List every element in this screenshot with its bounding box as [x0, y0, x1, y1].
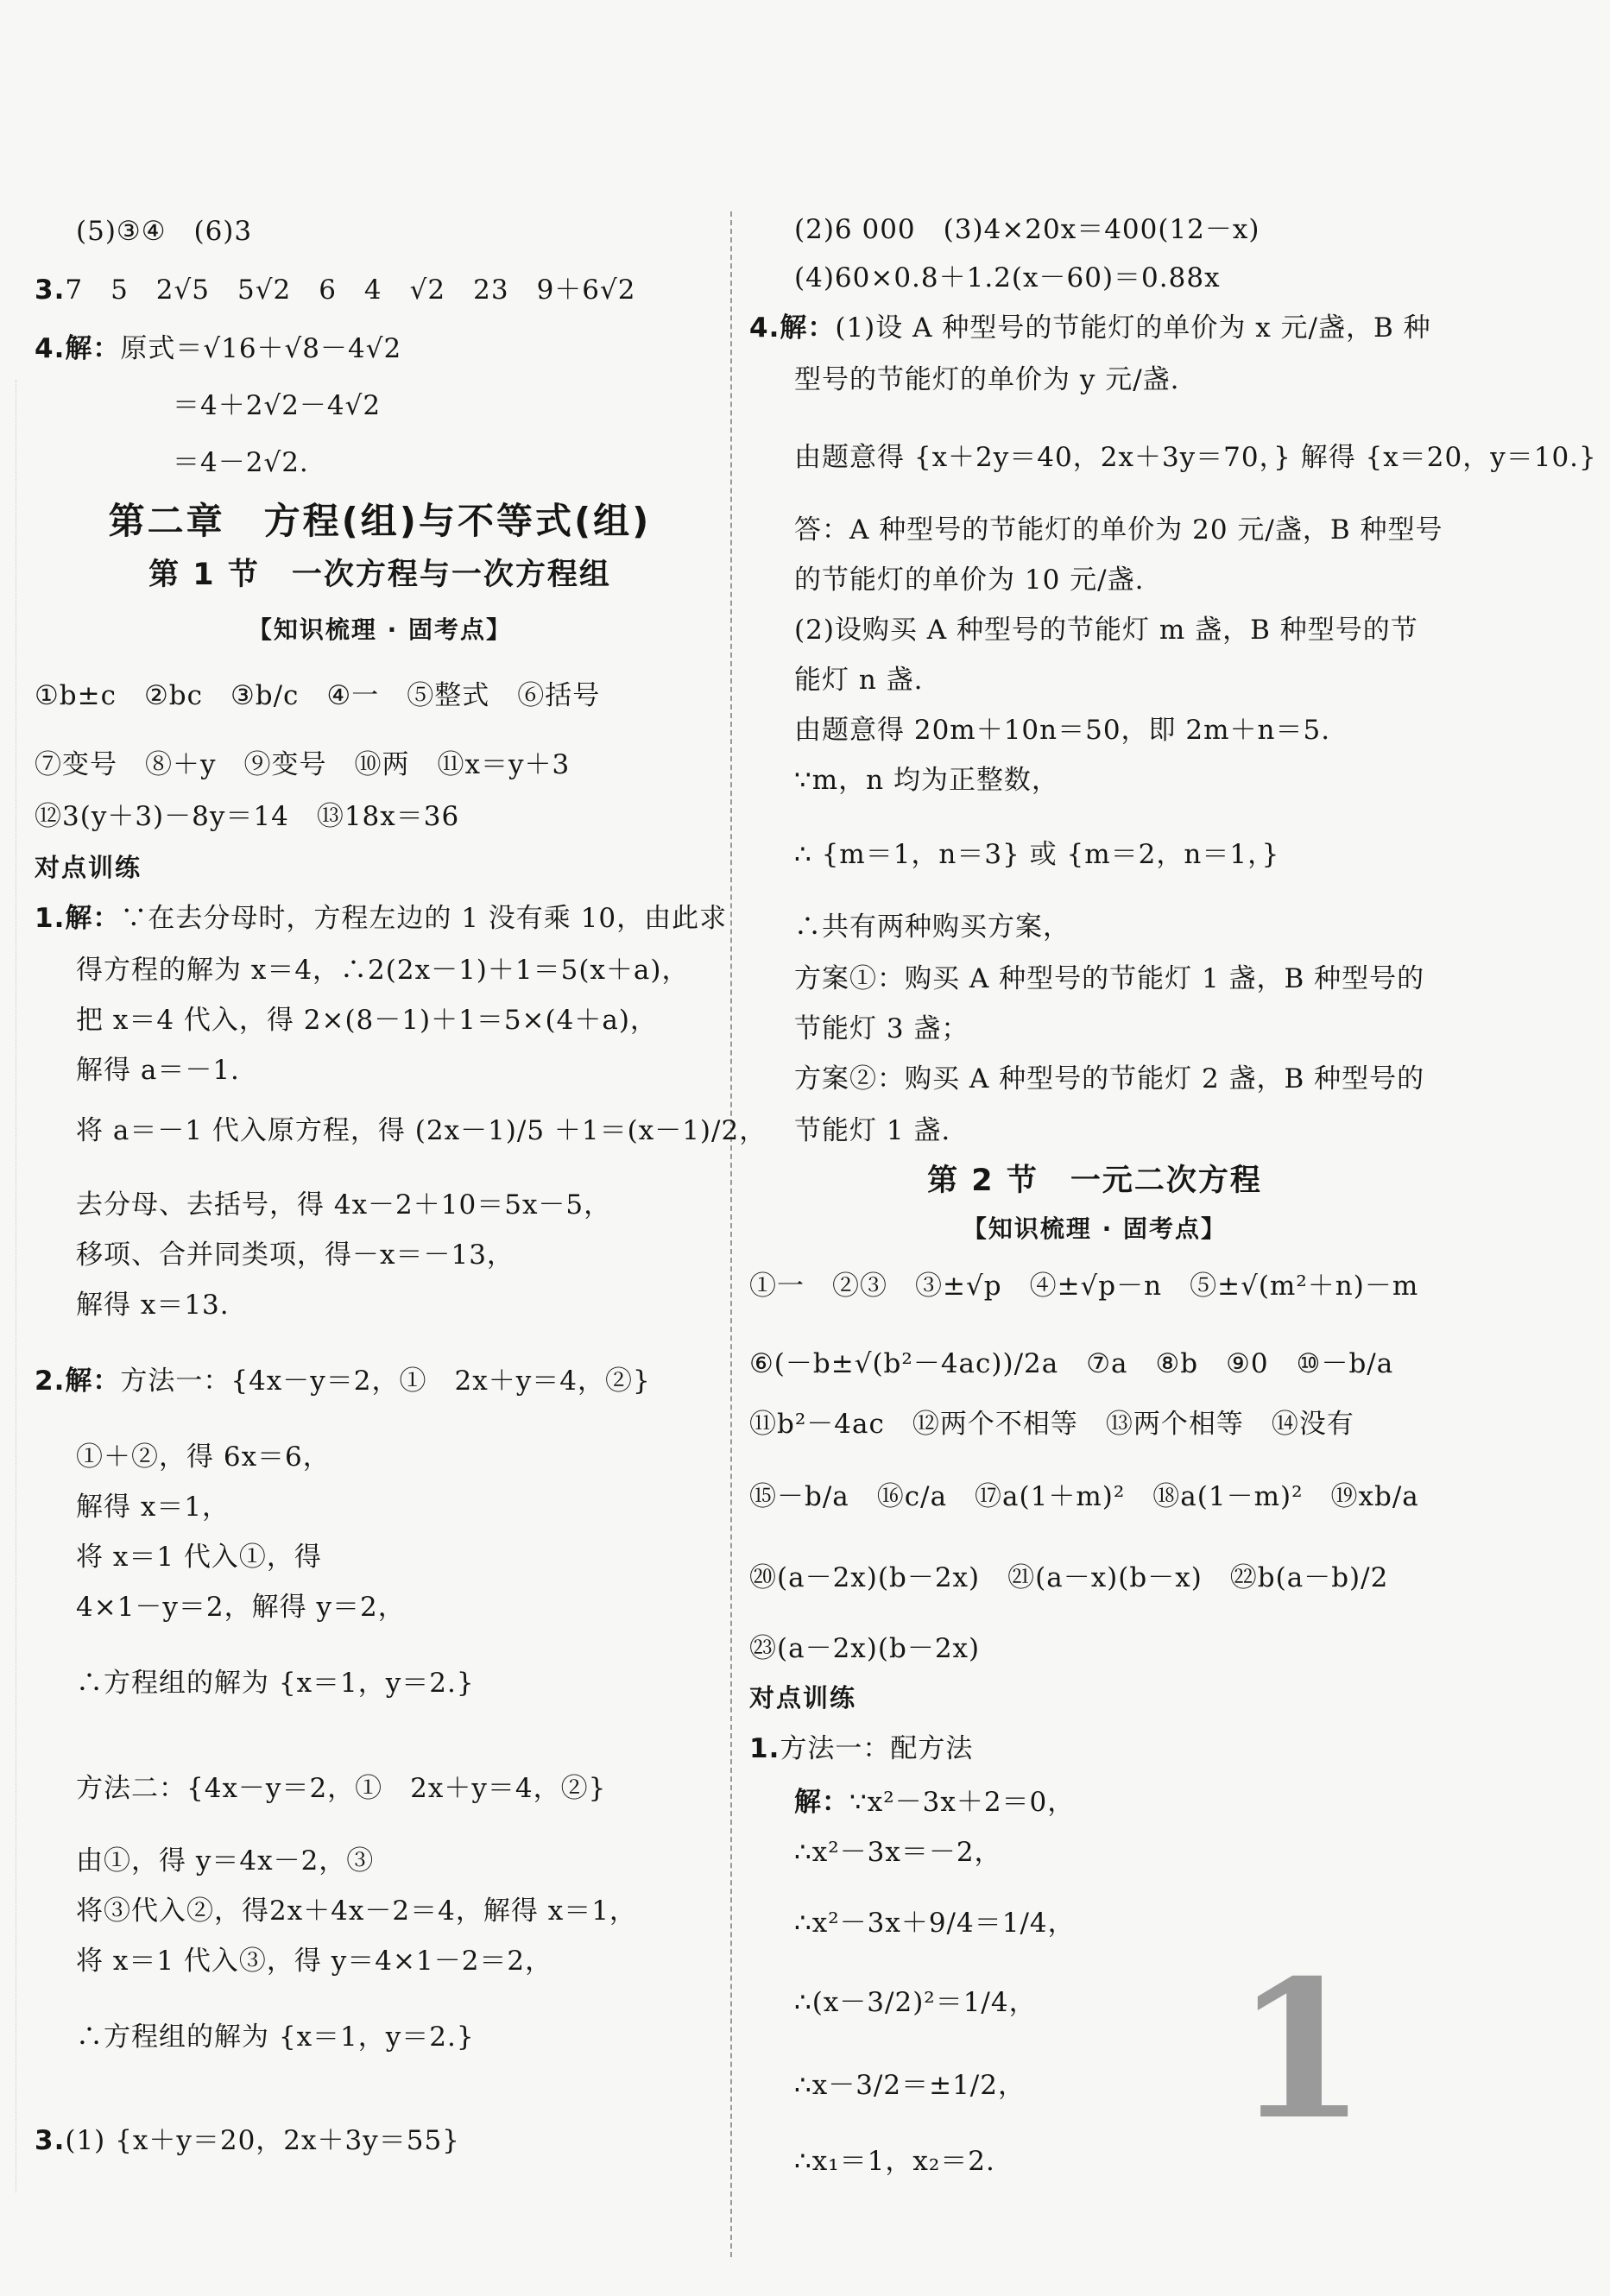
answer-line: 由题意得 {x＋2y＝40，2x＋3y＝70，} 解得 {x＝20，y＝10.}: [794, 442, 1597, 473]
answer-line-q2: [35, 1364, 651, 1398]
answer-line: 型号的节能灯的单价为 y 元/盏.: [794, 364, 1180, 395]
answer-line-q3-part1: [35, 2123, 460, 2158]
answer-line-q4: [749, 311, 1431, 345]
answer-line: 解得 x＝1，: [76, 1492, 230, 1523]
answer-line: ∴x²－3x＝－2，: [794, 1837, 1002, 1868]
answer-line: 将 a＝－1 代入原方程，得 (2x－1)/5 ＋1＝(x－1)/2，: [76, 1115, 767, 1146]
solve-label: 解：: [65, 333, 121, 364]
question-number: 4.: [35, 333, 66, 364]
answer-line: ①＋②，得 6x＝6，: [76, 1441, 331, 1473]
answer-line: 把 x＝4 代入，得 2×(8－1)＋1＝5×(4＋a)，: [76, 1005, 658, 1036]
question-number: 3.: [35, 2125, 66, 2156]
answer-text: ∵在去分母时，方程左边的 1 没有乘 10，由此求: [120, 903, 728, 934]
knowledge-line: ⑮－b/a ⑯c/a ⑰a(1＋m)² ⑱a(1－m)² ⑲xb/a: [749, 1481, 1419, 1512]
answer-text: (1)设 A 种型号的节能灯的单价为 x 元/盏，B 种: [835, 312, 1431, 344]
solve-label: 解：: [780, 312, 836, 344]
question-number: 3.: [35, 274, 66, 306]
answer-line-q1: [749, 1731, 973, 1766]
knowledge-line: ⑫3(y＋3)－8y＝14 ⑬18x＝36: [35, 801, 460, 832]
answer-line-q3: [35, 273, 636, 307]
answer-line: 由题意得 20m＋10n＝50，即 2m＋n＝5.: [794, 715, 1331, 746]
question-number: 1.: [35, 903, 66, 934]
page-number: 1: [1234, 1938, 1367, 2161]
answer-line: 方法二：{4x－y＝2，① 2x＋y＝4，②}: [76, 1773, 607, 1804]
answer-text: 7 5 2√5 5√2 6 4 √2 23 9＋6√2: [65, 274, 636, 306]
knowledge-line: ⑪b²－4ac ⑫两个不相等 ⑬两个相等 ⑭没有: [749, 1409, 1354, 1440]
practice-heading: 对点训练: [749, 1683, 857, 1713]
answer-line: 解得 a＝－1.: [76, 1055, 240, 1086]
knowledge-line: ㉓(a－2x)(b－2x): [749, 1633, 981, 1664]
solve-label: 解：: [65, 903, 121, 934]
answer-line: 方案②：购买 A 种型号的节能灯 2 盏，B 种型号的: [794, 1063, 1425, 1094]
answer-line-q1: [35, 901, 727, 936]
answer-line: ∵m，n 均为正整数，: [794, 765, 1059, 796]
question-number: 2.: [35, 1366, 66, 1397]
answer-line: 4×1－y＝2，解得 y＝2，: [76, 1592, 406, 1623]
section-title: 第 1 节 一次方程与一次方程组: [148, 558, 611, 592]
answer-line: 答：A 种型号的节能灯的单价为 20 元/盏，B 种型号: [794, 514, 1443, 546]
answer-line: 将 x＝1 代入③，得 y＝4×1－2＝2，: [76, 1946, 553, 1977]
solve-label: 解：: [65, 1366, 121, 1397]
answer-line: 由①，得 y＝4x－2，③: [76, 1845, 375, 1877]
answer-line: ∴ {m＝1，n＝3} 或 {m＝2，n＝1，}: [794, 839, 1280, 870]
answer-line: 能灯 n 盏.: [794, 665, 924, 696]
answer-text: 方法一：配方法: [780, 1733, 974, 1764]
chapter-title: 第二章 方程(组)与不等式(组): [108, 500, 652, 542]
question-number: 1.: [749, 1733, 780, 1764]
knowledge-heading: 【知识梳理 · 固考点】: [962, 1214, 1228, 1243]
answer-line: (2)设购买 A 种型号的节能灯 m 盏，B 种型号的节: [794, 615, 1418, 646]
answer-line: 将 x＝1 代入①，得: [76, 1542, 322, 1573]
answer-line: ＝4－2√2.: [173, 447, 309, 478]
knowledge-heading: 【知识梳理 · 固考点】: [247, 615, 513, 644]
answer-line: 去分母、去括号，得 4x－2＋10＝5x－5，: [76, 1189, 612, 1221]
answer-line: 解得 x＝13.: [76, 1290, 230, 1321]
answer-line: 得方程的解为 x＝4，∴2(2x－1)＋1＝5(x＋a)，: [76, 955, 690, 986]
answer-line: 节能灯 3 盏；: [794, 1013, 969, 1044]
answer-line: 移项、合并同类项，得－x＝－13，: [76, 1239, 515, 1271]
answer-line: 节能灯 1 盏.: [794, 1115, 951, 1146]
answer-line: 将③代入②，得2x＋4x－2＝4，解得 x＝1，: [76, 1895, 637, 1927]
question-number: 4.: [749, 312, 780, 344]
answer-line-q4: [35, 331, 401, 366]
answer-line: ∴x²－3x＋9/4＝1/4，: [794, 1908, 1076, 1939]
answer-line: ∴共有两种购买方案，: [794, 911, 1070, 943]
answer-line-solve: [794, 1785, 1075, 1820]
answer-line: 的节能灯的单价为 10 元/盏.: [794, 565, 1145, 596]
section-title: 第 2 节 一元二次方程: [927, 1164, 1262, 1198]
answer-text: 原式＝√16＋√8－4√2: [120, 333, 402, 364]
answer-line: ∴x－3/2＝±1/2，: [794, 2070, 1026, 2101]
knowledge-line: ⑦变号 ⑧＋y ⑨变号 ⑩两 ⑪x＝y＋3: [35, 749, 571, 780]
answer-line: (2)6 000 (3)4×20x＝400(12－x): [794, 214, 1260, 245]
answer-line: ∴方程组的解为 {x＝1，y＝2.}: [76, 1668, 475, 1699]
answer-line: ∴x₁＝1，x₂＝2.: [794, 2146, 995, 2177]
answer-line: 方案①：购买 A 种型号的节能灯 1 盏，B 种型号的: [794, 963, 1425, 994]
answer-line: ∴(x－3/2)²＝1/4，: [794, 1987, 1037, 2018]
knowledge-line: ⑥(－b±√(b²－4ac))/2a ⑦a ⑧b ⑨0 ⑩－b/a: [749, 1348, 1394, 1379]
answer-line: (5)③④ (6)3: [76, 216, 253, 247]
answer-text: ∵x²－3x＋2＝0，: [849, 1787, 1076, 1818]
knowledge-line: ①b±c ②bc ③b/c ④一 ⑤整式 ⑥括号: [35, 680, 601, 711]
column-divider: [730, 211, 732, 2257]
answer-line: ＝4＋2√2－4√2: [173, 390, 382, 421]
knowledge-line: ⑳(a－2x)(b－2x) ㉑(a－x)(b－x) ㉒b(a－b)/2: [749, 1562, 1389, 1593]
answer-text: (1) {x＋y＝20，2x＋3y＝55}: [65, 2125, 460, 2156]
answer-text: 方法一：{4x－y＝2，① 2x＋y＝4，②}: [120, 1366, 651, 1397]
practice-heading: 对点训练: [35, 853, 142, 882]
answer-line: (4)60×0.8＋1.2(x－60)＝0.88x: [794, 262, 1221, 293]
solve-label: 解：: [794, 1787, 849, 1818]
knowledge-line: ①一 ②③ ③±√p ④±√p－n ⑤±√(m²＋n)－m: [749, 1271, 1419, 1302]
answer-line: ∴方程组的解为 {x＝1，y＝2.}: [76, 2022, 475, 2053]
